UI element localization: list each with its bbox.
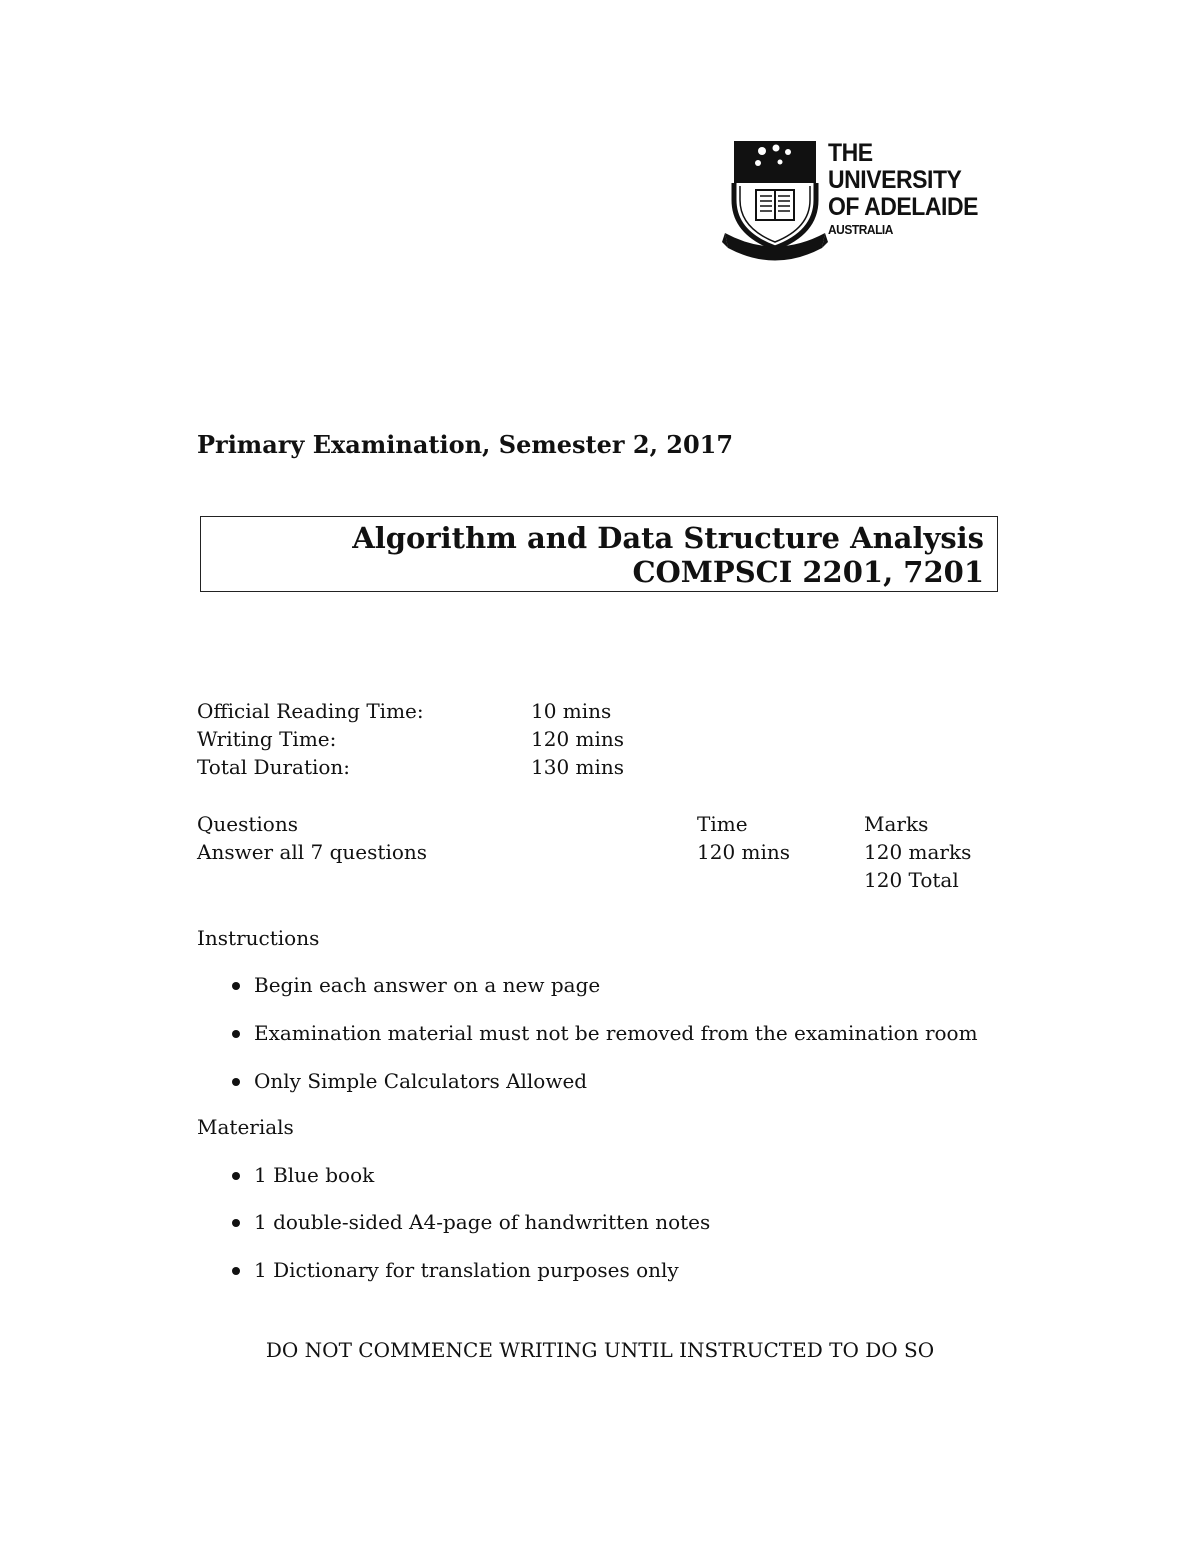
timing-value-reading: 10 mins xyxy=(531,699,612,723)
bullet-icon xyxy=(232,1267,240,1275)
marks-header: Marks xyxy=(864,812,929,836)
exam-title: Primary Examination, Semester 2, 2017 xyxy=(197,430,734,459)
bullet-icon xyxy=(232,1219,240,1227)
university-name-line2: OF ADELAIDE xyxy=(828,193,978,221)
timing-label-reading: Official Reading Time: xyxy=(197,699,424,723)
materials-heading: Materials xyxy=(197,1115,294,1139)
material-item: 1 Blue book xyxy=(254,1163,375,1187)
footer-warning: DO NOT COMMENCE WRITING UNTIL INSTRUCTED TO DO SO xyxy=(265,1338,935,1362)
instruction-item: Only Simple Calculators Allowed xyxy=(254,1069,588,1093)
bullet-icon xyxy=(232,1078,240,1086)
questions-header: Questions xyxy=(197,812,298,836)
questions-row-marks: 120 marks xyxy=(864,840,972,864)
timing-label-writing: Writing Time: xyxy=(197,727,337,751)
instructions-heading: Instructions xyxy=(197,926,320,950)
instruction-item: Begin each answer on a new page xyxy=(254,973,601,997)
timing-value-writing: 120 mins xyxy=(531,727,625,751)
time-header: Time xyxy=(697,812,748,836)
questions-row-time: 120 mins xyxy=(697,840,791,864)
bullet-icon xyxy=(232,1030,240,1038)
timing-value-total: 130 mins xyxy=(531,755,625,779)
timing-label-total: Total Duration: xyxy=(197,755,351,779)
marks-total: 120 Total xyxy=(864,868,959,892)
bullet-icon xyxy=(232,1172,240,1180)
instruction-item: Examination material must not be removed from the examination room xyxy=(254,1021,978,1045)
material-item: 1 Dictionary for translation purposes only xyxy=(254,1258,679,1282)
university-name xyxy=(828,140,1012,239)
questions-row-label: Answer all 7 questions xyxy=(197,840,428,864)
university-name-line1: THE UNIVERSITY xyxy=(828,139,962,194)
bullet-icon xyxy=(232,982,240,990)
university-crest-icon xyxy=(722,138,828,268)
course-name: Algorithm and Data Structure Analysis xyxy=(352,521,984,555)
university-logo xyxy=(722,138,1012,268)
material-item: 1 double-sided A4-page of handwritten notes xyxy=(254,1210,711,1234)
university-country: AUSTRALIA xyxy=(828,222,893,237)
course-code: COMPSCI 2201, 7201 xyxy=(632,555,984,589)
course-title-box xyxy=(200,516,998,592)
